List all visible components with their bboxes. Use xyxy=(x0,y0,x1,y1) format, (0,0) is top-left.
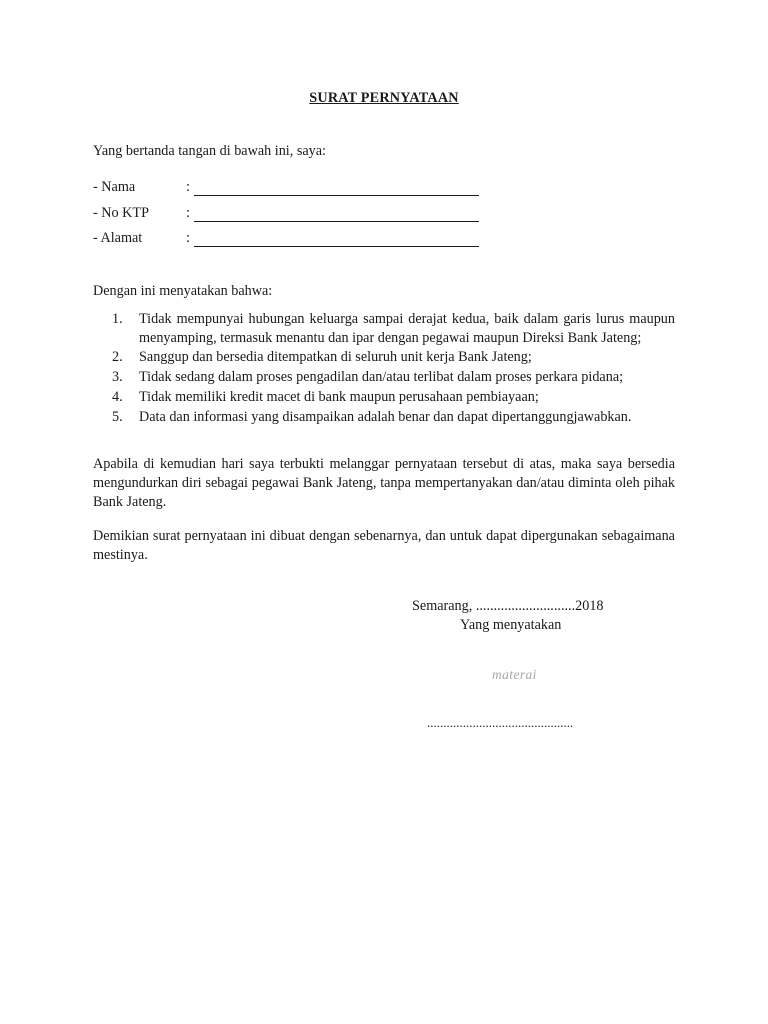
signature-line: ............................................. xyxy=(427,715,574,730)
list-item-number: 2. xyxy=(112,349,123,366)
field-label: - Nama xyxy=(93,179,136,195)
list-item xyxy=(112,348,675,367)
statement-list xyxy=(112,310,675,427)
list-item-text: Data dan informasi yang disampaikan adalah benar dan dapat dipertanggungjawabkan. xyxy=(139,408,632,425)
paragraph-closing: Demikian surat pernyataan ini dibuat dengan sebenarnya, dan untuk dapat dipergunakan sebagaimana mestinya. xyxy=(93,528,675,563)
list-item-number: 4. xyxy=(112,388,123,405)
signer-caption: Yang menyatakan xyxy=(460,617,562,633)
field-label: - No KTP xyxy=(93,205,149,221)
field-blank-line xyxy=(194,178,479,196)
list-item xyxy=(112,388,675,407)
stamp-placeholder: materai xyxy=(492,667,537,682)
field-label: - Alamat xyxy=(93,230,143,246)
list-item-number: 5. xyxy=(112,408,123,425)
field-blank-line xyxy=(194,204,479,222)
field-colon: : xyxy=(186,230,190,246)
lead-text: Dengan ini menyatakan bahwa: xyxy=(93,283,273,299)
list-item xyxy=(112,408,675,427)
list-item-number: 1. xyxy=(112,311,123,327)
list-item xyxy=(112,310,675,347)
list-item-text: Tidak sedang dalam proses pengadilan dan/atau terlibat dalam proses perkara pidana; xyxy=(139,369,624,386)
document-title: SURAT PERNYATAAN xyxy=(309,90,459,106)
field-colon: : xyxy=(186,179,190,195)
intro-text: Yang bertanda tangan di bawah ini, saya: xyxy=(93,143,326,159)
list-item xyxy=(112,368,675,387)
field-blank-line xyxy=(194,229,479,247)
list-item-text: Tidak memiliki kredit macet di bank maupun perusahaan pembiayaan; xyxy=(139,388,539,405)
list-item-text: Sanggup dan bersedia ditempatkan di seluruh unit kerja Bank Jateng; xyxy=(139,349,532,366)
field-colon: : xyxy=(186,205,190,221)
place-date: Semarang, ............................2018 xyxy=(412,598,604,614)
list-item-text: Tidak mempunyai hubungan keluarga sampai derajat kedua, baik dalam garis lurus maupun menyamping, termasuk menantu dan ipar dengan pegawai maupun Direksi Bank Jateng; xyxy=(139,311,675,346)
paragraph-consequence: Apabila di kemudian hari saya terbukti melanggar pernyataan tersebut di atas, maka saya bersedia mengundurkan diri sebagai pegawai Bank Jateng, tanpa mempertanyakan dan/atau diminta oleh pihak Bank Jateng. xyxy=(93,456,675,510)
list-item-number: 3. xyxy=(112,369,123,386)
